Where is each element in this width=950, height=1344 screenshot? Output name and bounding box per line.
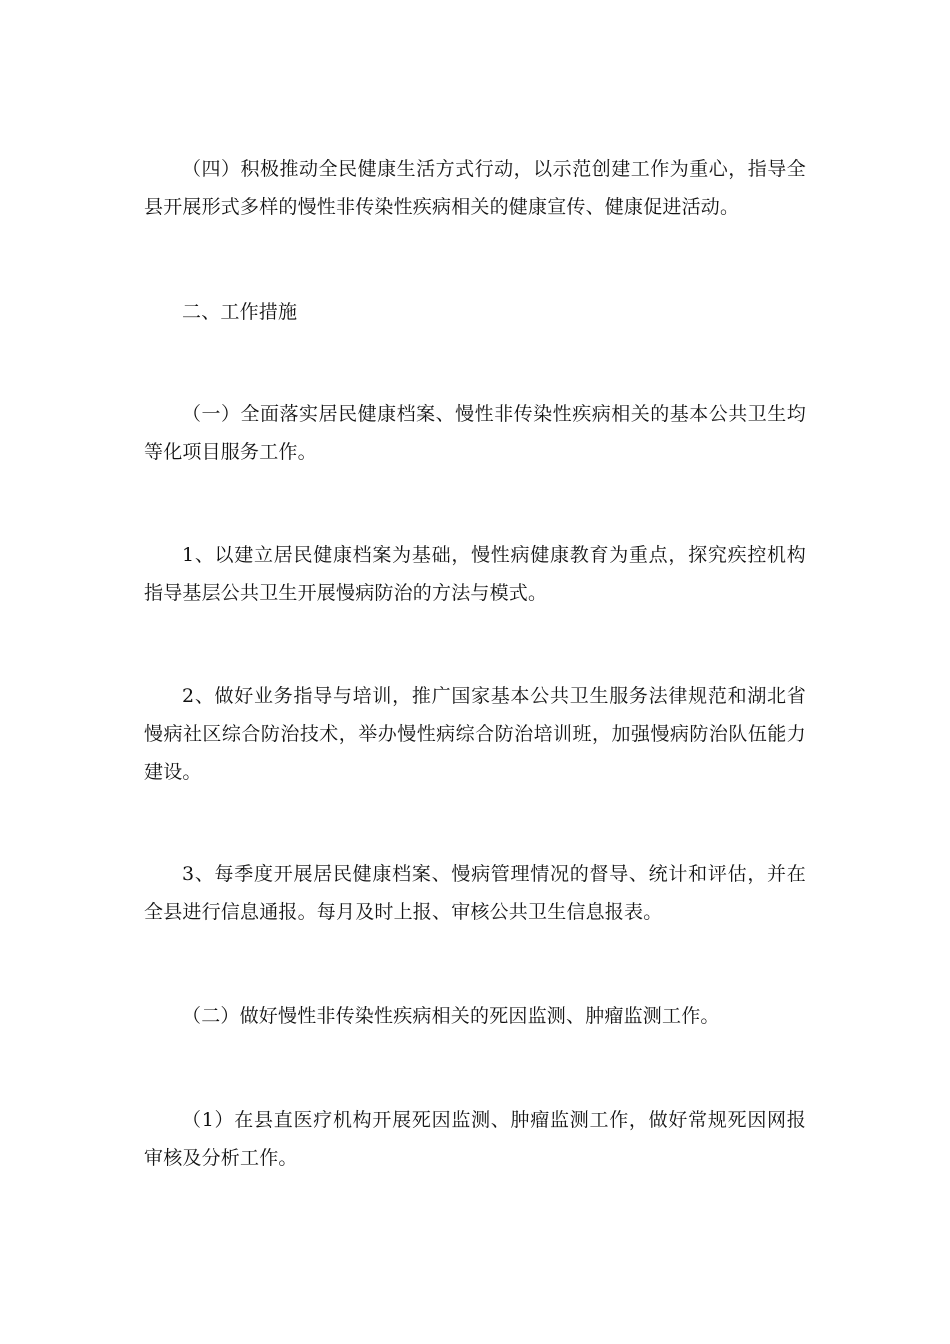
paragraph-subpoint-1: （1）在县直医疗机构开展死因监测、肿瘤监测工作，做好常规死因网报审核及分析工作。	[144, 1109, 806, 1169]
section-heading-work-measures: 二、工作措施	[182, 301, 298, 323]
paragraph-item-1-health-records: （一）全面落实居民健康档案、慢性非传染性疾病相关的基本公共卫生均等化项目服务工作。	[144, 403, 806, 463]
paragraph-item-2-death-monitoring: （二）做好慢性非传染性疾病相关的死因监测、肿瘤监测工作。	[182, 1005, 720, 1027]
paragraph-point-3: 3、每季度开展居民健康档案、慢病管理情况的督导、统计和评估，并在全县进行信息通报。每月及时上报、审核公共卫生信息报表。	[144, 863, 806, 923]
paragraph-point-2: 2、做好业务指导与培训，推广国家基本公共卫生服务法律规范和湖北省慢病社区综合防治技术，举办慢性病综合防治培训班，加强慢病防治队伍能力建设。	[144, 685, 806, 783]
paragraph-item-4-health-promotion: （四）积极推动全民健康生活方式行动，以示范创建工作为重心，指导全县开展形式多样的慢性非传染性疾病相关的健康宣传、健康促进活动。	[144, 158, 806, 218]
paragraph-point-1: 1、以建立居民健康档案为基础，慢性病健康教育为重点，探究疾控机构指导基层公共卫生开展慢病防治的方法与模式。	[144, 544, 806, 604]
